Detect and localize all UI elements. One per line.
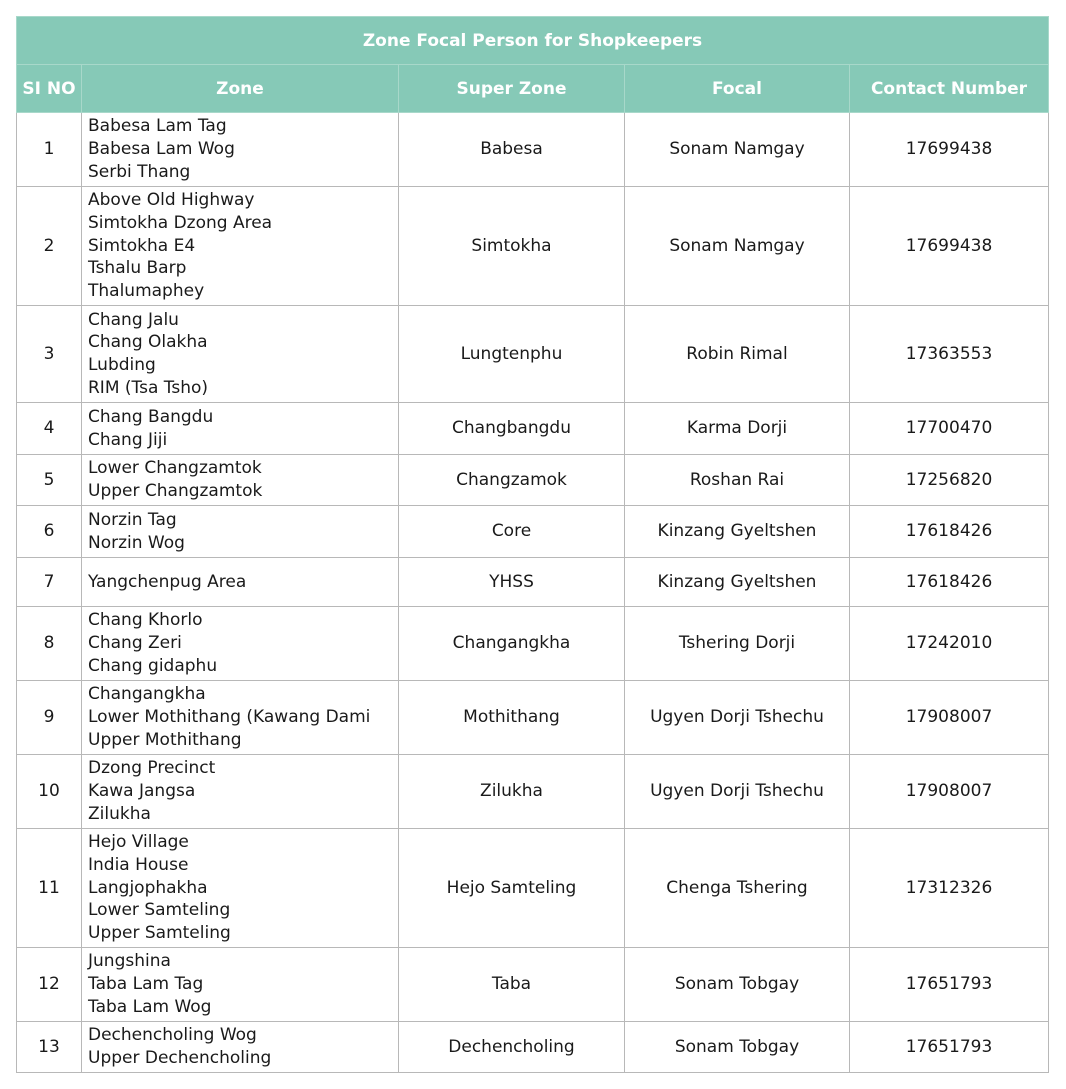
row-number: 8 [17,607,82,681]
contact-number-cell: 17699438 [850,113,1049,187]
table-row [17,403,1049,455]
zone-name: Changangkha [88,684,206,705]
table-title: Zone Focal Person for Shopkeepers [17,17,1049,65]
table-row [17,306,1049,403]
zone-name: Kawa Jangsa [88,781,196,802]
super-zone-cell: Changbangdu [399,403,625,455]
table-row [17,113,1049,187]
super-zone-cell: Changzamok [399,455,625,506]
zone-list-cell [82,1022,399,1073]
zone-name: Chang Jalu [88,309,179,330]
zone-name: Upper Samteling [88,923,231,944]
contact-number-cell: 17618426 [850,558,1049,607]
zone-name: Chang Zeri [88,633,182,654]
focal-person-cell: Ugyen Dorji Tshechu [625,755,850,829]
super-zone-cell: Dechencholing [399,1022,625,1073]
header-super-zone: Super Zone [399,65,625,113]
header-contact-number: Contact Number [850,65,1049,113]
row-number: 10 [17,755,82,829]
table-row [17,681,1049,755]
zone-name: Chang Jiji [88,429,168,450]
table-row [17,829,1049,948]
focal-person-cell: Ugyen Dorji Tshechu [625,681,850,755]
zone-list-cell [82,113,399,187]
table-row [17,607,1049,681]
table-row [17,187,1049,306]
contact-number-cell: 17700470 [850,403,1049,455]
zone-name: Dzong Precinct [88,758,216,779]
zone-list-cell [82,948,399,1022]
zone-name: Upper Mothithang [88,729,242,750]
zone-name: Upper Dechencholing [88,1048,272,1068]
focal-person-cell: Tshering Dorji [625,607,850,681]
zone-name: RIM (Tsa Tsho) [88,377,209,398]
zone-name: Babesa Lam Tag [88,116,227,137]
zone-list-cell [82,306,399,403]
zone-name: Lower Changzamtok [88,458,262,479]
zone-name: Lower Mothithang (Kawang Dami [88,707,371,728]
super-zone-cell: Taba [399,948,625,1022]
table-title-row [17,17,1049,65]
zone-name: Zilukha [88,803,151,824]
table-row [17,558,1049,607]
row-number: 4 [17,403,82,455]
super-zone-cell: Simtokha [399,187,625,306]
zone-name: Lower Samteling [88,900,231,921]
zone-name: Above Old Highway [88,190,255,211]
focal-person-cell: Roshan Rai [625,455,850,506]
zone-name: Dechencholing Wog [88,1025,257,1046]
row-number: 5 [17,455,82,506]
focal-person-cell: Kinzang Gyeltshen [625,558,850,607]
contact-number-cell: 17256820 [850,455,1049,506]
row-number: 1 [17,113,82,187]
row-number: 2 [17,187,82,306]
table-row [17,506,1049,558]
zone-list-cell [82,607,399,681]
zone-name: Taba Lam Wog [88,996,212,1017]
zone-name: Chang gidaphu [88,655,218,676]
zone-list-cell [82,187,399,306]
zone-name: Langjophakha [88,877,208,898]
zone-name: Hejo Village [88,832,189,853]
row-number: 13 [17,1022,82,1073]
zone-name: Norzin Wog [88,532,185,553]
table-row [17,1022,1049,1073]
zone-list-cell [82,681,399,755]
table-row [17,948,1049,1022]
contact-number-cell: 17242010 [850,607,1049,681]
focal-person-cell: Sonam Tobgay [625,948,850,1022]
contact-number-cell: 17908007 [850,755,1049,829]
zone-list-cell [82,403,399,455]
table-row [17,755,1049,829]
row-number: 3 [17,306,82,403]
table-body [17,113,1049,1073]
focal-person-cell: Sonam Namgay [625,113,850,187]
zone-name: Simtokha E4 [88,235,196,256]
focal-person-cell: Robin Rimal [625,306,850,403]
zone-list-cell [82,506,399,558]
zone-list-cell [82,455,399,506]
super-zone-cell: YHSS [399,558,625,607]
focal-table-container [16,16,1048,1073]
header-zone: Zone [82,65,399,113]
contact-number-cell: 17651793 [850,1022,1049,1073]
table-row [17,455,1049,506]
zone-list-cell [82,558,399,607]
zone-name: Tshalu Barp [88,258,187,279]
contact-number-cell: 17699438 [850,187,1049,306]
focal-person-cell: Karma Dorji [625,403,850,455]
contact-number-cell: 17651793 [850,948,1049,1022]
row-number: 11 [17,829,82,948]
row-number: 6 [17,506,82,558]
zone-name: Lubding [88,355,156,375]
header-si-no: SI NO [17,65,82,113]
zone-name: Chang Khorlo [88,610,203,631]
super-zone-cell: Core [399,506,625,558]
zone-name: Upper Changzamtok [88,481,263,501]
row-number: 7 [17,558,82,607]
contact-number-cell: 17312326 [850,829,1049,948]
focal-person-cell: Sonam Namgay [625,187,850,306]
focal-person-cell: Kinzang Gyeltshen [625,506,850,558]
zone-name: Simtokha Dzong Area [88,212,273,233]
super-zone-cell: Changangkha [399,607,625,681]
zone-name: Jungshina [88,951,171,972]
contact-number-cell: 17908007 [850,681,1049,755]
zone-name: Yangchenpug Area [88,571,247,592]
header-focal: Focal [625,65,850,113]
zone-list-cell [82,829,399,948]
focal-person-table [16,16,1049,1073]
super-zone-cell: Mothithang [399,681,625,755]
zone-name: Norzin Tag [88,509,177,530]
zone-name: Babesa Lam Wog [88,139,235,160]
super-zone-cell: Babesa [399,113,625,187]
zone-name: Chang Bangdu [88,406,214,427]
row-number: 12 [17,948,82,1022]
zone-name: Serbi Thang [88,161,191,182]
contact-number-cell: 17363553 [850,306,1049,403]
super-zone-cell: Hejo Samteling [399,829,625,948]
focal-person-cell: Sonam Tobgay [625,1022,850,1073]
focal-person-cell: Chenga Tshering [625,829,850,948]
super-zone-cell: Lungtenphu [399,306,625,403]
table-header-row [17,65,1049,113]
zone-name: India House [88,854,189,875]
super-zone-cell: Zilukha [399,755,625,829]
contact-number-cell: 17618426 [850,506,1049,558]
zone-list-cell [82,755,399,829]
zone-name: Chang Olakha [88,332,208,353]
zone-name: Thalumaphey [88,281,205,302]
row-number: 9 [17,681,82,755]
zone-name: Taba Lam Tag [88,974,204,995]
